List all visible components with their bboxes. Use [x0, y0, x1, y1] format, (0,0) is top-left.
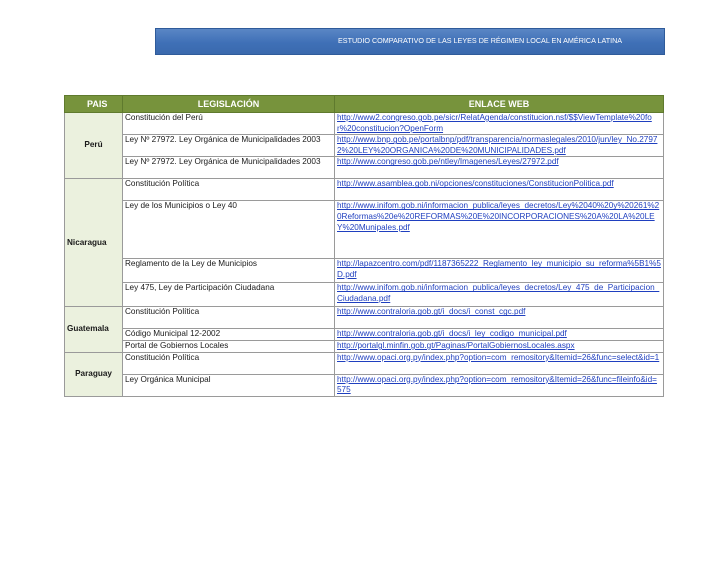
table-row	[65, 259, 664, 283]
web-link-text[interactable]: http://www.asamblea.gob.ni/opciones/constituciones/ConstitucionPolitica.pdf	[337, 179, 614, 189]
web-link-text[interactable]: http://www.inifom.gob.ni/informacion_publica/leyes_decretos/Ley%2040%20y%20261%20Reformas%20e%20REFORMAS%20E%20INCORPORACIONES%20A%20LA%20LEY%20Munipales.pdf	[337, 201, 660, 232]
law-cell: Constitución Política	[123, 352, 335, 374]
column-header-pais: PAIS	[65, 96, 123, 113]
country-cell-guatemala: Guatemala	[65, 307, 123, 352]
web-link-text[interactable]: http://www.opaci.org.py/index.php?option=com_remository&Itemid=26&func=fileinfo&id=575	[337, 374, 657, 395]
table-row	[65, 329, 664, 341]
document-header-banner	[155, 28, 665, 55]
web-link[interactable]	[335, 307, 664, 329]
web-link[interactable]	[335, 340, 664, 352]
web-link[interactable]	[335, 157, 664, 179]
law-cell: Ley Nº 27972. Ley Orgánica de Municipalidades 2003	[123, 157, 335, 179]
table-row	[65, 340, 664, 352]
web-link-text[interactable]: http://www.congreso.gob.pe/ntley/Imagenes/Leyes/27972.pdf	[337, 157, 559, 167]
law-cell: Constitución Política	[123, 179, 335, 201]
table-row	[65, 201, 664, 259]
column-header-legislacion: LEGISLACIÓN	[123, 96, 335, 113]
law-cell: Ley Nº 27972. Ley Orgánica de Municipalidades 2003	[123, 135, 335, 157]
country-cell-nicaragua: Nicaragua	[65, 179, 123, 307]
country-cell-peru: Perú	[65, 113, 123, 179]
web-link[interactable]	[335, 113, 664, 135]
table-row	[65, 113, 664, 135]
web-link[interactable]	[335, 352, 664, 374]
country-cell-paraguay: Paraguay	[65, 352, 123, 396]
table-header-row	[65, 96, 664, 113]
web-link-text[interactable]: http://lapazcentro.com/pdf/1187365222_Reglamento_ley_municipio_su_reforma%5B1%5D.pdf	[337, 259, 661, 279]
web-link-text[interactable]: http://www.opaci.org.py/index.php?option=com_remository&Itemid=26&func=select&id=1	[337, 352, 660, 362]
table-row	[65, 157, 664, 179]
column-header-enlace-web: ENLACE WEB	[335, 96, 664, 113]
web-link[interactable]	[335, 283, 664, 307]
web-link[interactable]	[335, 329, 664, 341]
table-row	[65, 283, 664, 307]
web-link-text[interactable]: http://www.contraloria.gob.gt/i_docs/i_const_cgc.pdf	[337, 307, 526, 317]
table-row	[65, 374, 664, 396]
law-cell: Ley 475, Ley de Participación Ciudadana	[123, 283, 335, 307]
law-cell: Ley de los Municipios o Ley 40	[123, 201, 335, 259]
web-link[interactable]	[335, 259, 664, 283]
table-row	[65, 179, 664, 201]
web-link-text[interactable]: http://portalgl.minfin.gob.gt/Paginas/PortalGobiernosLocales.aspx	[337, 340, 575, 350]
table-row	[65, 307, 664, 329]
web-link-text[interactable]: http://www2.congreso.gob.pe/sicr/RelatAgenda/constitucion.nsf/$$ViewTemplate%20for%20constitucion?OpenForm	[337, 113, 652, 133]
web-link[interactable]	[335, 374, 664, 396]
web-link[interactable]	[335, 201, 664, 259]
web-link-text[interactable]: http://www.inifom.gob.ni/informacion_publica/leyes_decretos/Ley_475_de_Participacion_Ciudadana.pdf	[337, 283, 660, 303]
law-cell: Constitución del Perú	[123, 113, 335, 135]
table-row	[65, 352, 664, 374]
law-cell: Ley Orgánica Municipal	[123, 374, 335, 396]
law-cell: Reglamento de la Ley de Municipios	[123, 259, 335, 283]
web-link-text[interactable]: http://www.contraloria.gob.gt/i_docs/i_ley_codigo_municipal.pdf	[337, 329, 567, 339]
web-link[interactable]	[335, 135, 664, 157]
web-link-text[interactable]: http://www.bnp.gob.pe/portalbnp/pdf/transparencia/normaslegales/2010/jun/ley_No.27972%20LEY%20ORGANICA%20DE%20MUNICIPALIDADES.pdf	[337, 135, 658, 155]
law-cell: Portal de Gobiernos Locales	[123, 340, 335, 352]
web-link[interactable]	[335, 179, 664, 201]
legislation-table	[64, 95, 664, 397]
table-row	[65, 135, 664, 157]
law-cell: Constitución Política	[123, 307, 335, 329]
law-cell: Código Municipal 12-2002	[123, 329, 335, 341]
document-title: ESTUDIO COMPARATIVO DE LAS LEYES DE RÉGIMEN LOCAL EN AMÉRICA LATINA	[338, 36, 623, 45]
